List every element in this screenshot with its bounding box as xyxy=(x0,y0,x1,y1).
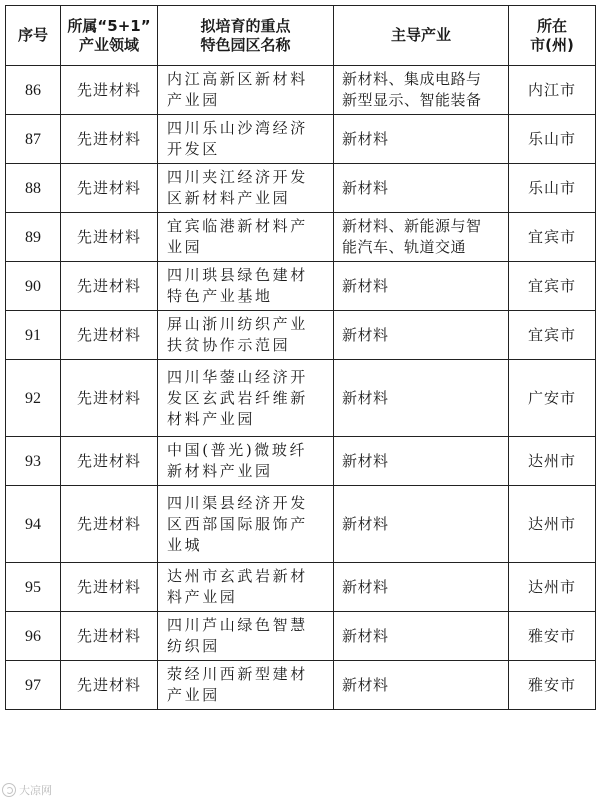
row-field: 先进材料 xyxy=(61,66,158,115)
row-park-name-line: 宜宾临港新材料产 xyxy=(167,217,308,235)
row-park-name xyxy=(158,486,334,563)
row-index: 87 xyxy=(6,115,61,164)
row-park-name-line: 荥经川西新型建材 xyxy=(167,665,308,683)
row-park-name xyxy=(158,164,334,213)
row-field: 先进材料 xyxy=(61,360,158,437)
row-field: 先进材料 xyxy=(61,486,158,563)
row-index: 95 xyxy=(6,563,61,612)
row-city: 宜宾市 xyxy=(509,262,596,311)
header-city-line1: 所在 xyxy=(536,16,567,35)
row-park-name-line: 四川华蓥山经济开 xyxy=(167,367,308,386)
row-city: 雅安市 xyxy=(509,661,596,710)
table-row xyxy=(6,563,596,612)
row-index: 91 xyxy=(6,311,61,360)
row-park-name xyxy=(158,612,334,661)
table-row xyxy=(6,66,596,115)
table-row xyxy=(6,486,596,563)
row-industry xyxy=(334,213,509,262)
row-index: 96 xyxy=(6,612,61,661)
row-park-name xyxy=(158,437,334,486)
row-industry-line: 能汽车、轨道交通 xyxy=(342,238,467,256)
row-city: 宜宾市 xyxy=(509,311,596,360)
row-industry xyxy=(334,115,509,164)
row-industry-line: 新材料 xyxy=(342,675,389,694)
header-field xyxy=(61,6,158,66)
row-industry-line: 新材料 xyxy=(342,626,389,645)
park-table xyxy=(5,5,596,710)
row-park-name-line: 特色产业基地 xyxy=(167,287,273,305)
header-park xyxy=(158,6,334,66)
row-industry xyxy=(334,66,509,115)
row-park-name xyxy=(158,661,334,710)
row-field: 先进材料 xyxy=(61,661,158,710)
row-industry-line: 新材料 xyxy=(342,178,389,197)
watermark xyxy=(2,782,52,798)
row-park-name xyxy=(158,311,334,360)
row-index: 94 xyxy=(6,486,61,563)
row-industry xyxy=(334,164,509,213)
table-header xyxy=(6,6,596,66)
row-industry xyxy=(334,563,509,612)
row-industry-line: 新材料、新能源与智 xyxy=(342,217,482,235)
row-park-name-line: 产业园 xyxy=(167,91,220,109)
row-city: 达州市 xyxy=(509,437,596,486)
row-park-name-line: 四川夹江经济开发 xyxy=(167,168,308,186)
row-city: 内江市 xyxy=(509,66,596,115)
row-industry xyxy=(334,486,509,563)
row-field: 先进材料 xyxy=(61,311,158,360)
row-industry-line: 新材料、集成电路与 xyxy=(342,70,482,88)
row-park-name-line: 新材料产业园 xyxy=(167,462,273,480)
row-park-name-line: 达州市玄武岩新材 xyxy=(167,567,308,585)
row-park-name-line: 四川芦山绿色智慧 xyxy=(167,616,308,634)
row-field: 先进材料 xyxy=(61,437,158,486)
header-field-line2: 产业领域 xyxy=(78,35,139,54)
table-row xyxy=(6,437,596,486)
row-park-name-line: 材料产业园 xyxy=(167,409,256,428)
table-row xyxy=(6,311,596,360)
row-industry xyxy=(334,437,509,486)
row-industry-line: 新型显示、智能装备 xyxy=(342,91,482,109)
row-field: 先进材料 xyxy=(61,115,158,164)
watermark-text: 大凉网 xyxy=(19,784,52,797)
table-row xyxy=(6,661,596,710)
table-row xyxy=(6,360,596,437)
row-index: 93 xyxy=(6,437,61,486)
row-field: 先进材料 xyxy=(61,612,158,661)
row-city: 雅安市 xyxy=(509,612,596,661)
watermark-logo-icon xyxy=(2,783,16,797)
row-city: 乐山市 xyxy=(509,115,596,164)
row-park-name xyxy=(158,563,334,612)
row-industry-line: 新材料 xyxy=(342,451,389,470)
row-park-name xyxy=(158,213,334,262)
row-industry xyxy=(334,360,509,437)
row-park-name xyxy=(158,115,334,164)
row-index: 88 xyxy=(6,164,61,213)
row-park-name-line: 区新材料产业园 xyxy=(167,189,291,207)
row-field: 先进材料 xyxy=(61,213,158,262)
row-park-name-line: 四川渠县经济开发 xyxy=(167,493,308,512)
row-field: 先进材料 xyxy=(61,164,158,213)
row-industry-line: 新材料 xyxy=(342,276,389,295)
row-index: 97 xyxy=(6,661,61,710)
row-city: 达州市 xyxy=(509,563,596,612)
row-industry xyxy=(334,661,509,710)
row-park-name-line: 发区玄武岩纤维新 xyxy=(167,388,308,407)
row-industry-line: 新材料 xyxy=(342,129,389,148)
row-park-name-line: 业园 xyxy=(167,238,203,256)
row-park-name xyxy=(158,66,334,115)
header-index: 序号 xyxy=(6,6,61,66)
row-industry xyxy=(334,311,509,360)
row-park-name-line: 料产业园 xyxy=(167,588,238,606)
header-industry: 主导产业 xyxy=(334,6,509,66)
row-park-name-line: 开发区 xyxy=(167,140,220,158)
row-industry-line: 新材料 xyxy=(342,388,389,407)
header-field-line1: 所属“5+1” xyxy=(67,16,151,35)
table-row xyxy=(6,164,596,213)
row-park-name-line: 四川珙县绿色建材 xyxy=(167,266,308,284)
row-city: 广安市 xyxy=(509,360,596,437)
row-park-name-line: 业城 xyxy=(167,535,203,554)
row-city: 达州市 xyxy=(509,486,596,563)
table-row xyxy=(6,115,596,164)
header-city xyxy=(509,6,596,66)
row-park-name-line: 四川乐山沙湾经济 xyxy=(167,119,308,137)
row-park-name-line: 产业园 xyxy=(167,686,220,704)
row-industry xyxy=(334,262,509,311)
row-field: 先进材料 xyxy=(61,262,158,311)
row-park-name xyxy=(158,360,334,437)
row-park-name-line: 纺织园 xyxy=(167,637,220,655)
row-industry-line: 新材料 xyxy=(342,325,389,344)
row-index: 92 xyxy=(6,360,61,437)
row-park-name-line: 区西部国际服饰产 xyxy=(167,514,308,533)
row-index: 89 xyxy=(6,213,61,262)
row-park-name-line: 扶贫协作示范园 xyxy=(167,336,291,354)
header-row xyxy=(6,6,596,66)
header-city-line2: 市(州) xyxy=(530,35,574,54)
row-field: 先进材料 xyxy=(61,563,158,612)
header-park-line1: 拟培育的重点 xyxy=(200,16,291,35)
row-park-name-line: 中国(普光)微玻纤 xyxy=(167,441,308,459)
row-city: 乐山市 xyxy=(509,164,596,213)
row-index: 86 xyxy=(6,66,61,115)
row-park-name-line: 屏山浙川纺织产业 xyxy=(167,315,308,333)
table-row xyxy=(6,612,596,661)
row-city: 宜宾市 xyxy=(509,213,596,262)
row-industry-line: 新材料 xyxy=(342,577,389,596)
table-body xyxy=(6,66,596,710)
row-industry-line: 新材料 xyxy=(342,514,389,533)
row-park-name xyxy=(158,262,334,311)
row-index: 90 xyxy=(6,262,61,311)
header-park-line2: 特色园区名称 xyxy=(200,35,291,54)
row-park-name-line: 内江高新区新材料 xyxy=(167,70,308,88)
table-row xyxy=(6,262,596,311)
row-industry xyxy=(334,612,509,661)
table-row xyxy=(6,213,596,262)
